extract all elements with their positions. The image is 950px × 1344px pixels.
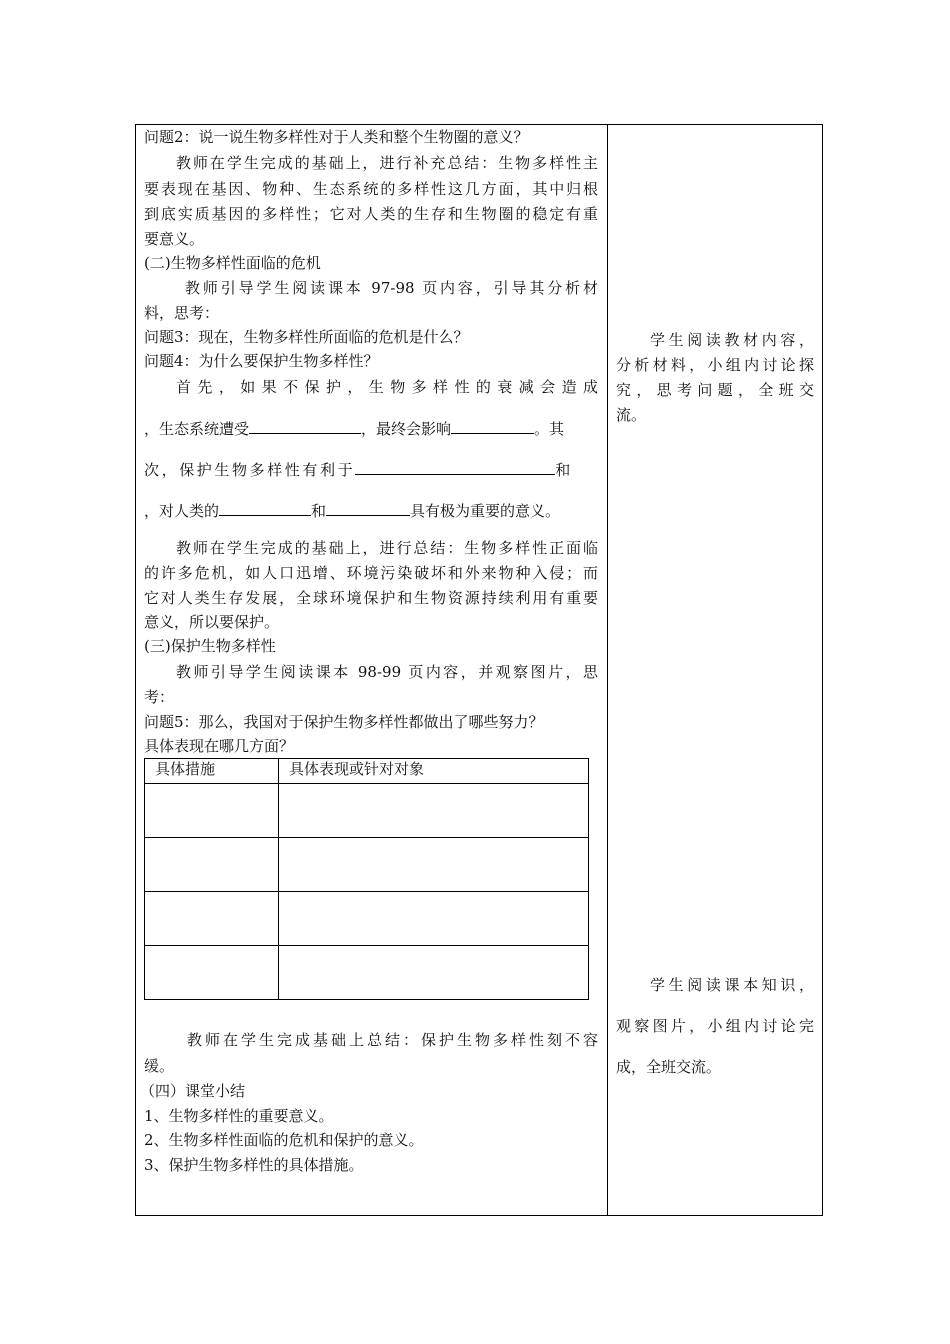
question-5-line: 问题5：那么，我国对于保护生物多样性都做出了哪些努力？ bbox=[144, 713, 544, 731]
fill-text: 和 bbox=[311, 502, 327, 520]
fill-line-1: 首先，如果不保护，生物多样性的衰减会造成 bbox=[176, 378, 598, 396]
question-2: 问题2：说一说生物多样性对于人类和整个生物圈的意义？ bbox=[144, 128, 529, 146]
table-row bbox=[145, 892, 589, 946]
student-activity-1-line: 究，思考问题，全班交 bbox=[616, 381, 814, 399]
section-heading-2: (二)生物多样性面临的危机 bbox=[144, 254, 321, 272]
table-row bbox=[145, 946, 589, 1000]
summary-3-line: 教师在学生完成基础上总结：保护生物多样性刻不容 bbox=[187, 1031, 598, 1049]
summary-2-line: 教师在学生完成的基础上，进行总结：生物多样性正面临 bbox=[176, 539, 598, 557]
table-cell[interactable] bbox=[279, 946, 589, 1000]
student-activity-2-line: 观察图片，小组内讨论完 bbox=[616, 1017, 814, 1035]
student-activity-1-line: 流。 bbox=[616, 406, 647, 424]
answer-blank[interactable] bbox=[326, 500, 410, 516]
table-cell[interactable] bbox=[279, 892, 589, 946]
guide-3-line: 教师引导学生阅读课本 98-99 页内容，并观察图片，思 bbox=[176, 663, 598, 681]
table-cell[interactable] bbox=[145, 784, 279, 838]
answer-blank[interactable] bbox=[219, 500, 311, 516]
section-heading-4: （四）课堂小结 bbox=[140, 1082, 246, 1100]
table-cell[interactable] bbox=[145, 838, 279, 892]
fill-text: 。其 bbox=[534, 420, 565, 438]
section-heading-3: (三)保护生物多样性 bbox=[144, 637, 276, 655]
table-cell[interactable] bbox=[145, 946, 279, 1000]
table-row bbox=[145, 784, 589, 838]
column-divider bbox=[607, 124, 608, 1216]
fill-line-3 bbox=[144, 459, 570, 480]
fill-text: ，对人类的 bbox=[144, 502, 220, 520]
table-cell[interactable] bbox=[145, 892, 279, 946]
summary-point: 2、生物多样性面临的危机和保护的意义。 bbox=[144, 1131, 424, 1149]
fill-text: ，最终会影响 bbox=[361, 420, 452, 438]
student-activity-1-line: 学生阅读教材内容， bbox=[650, 331, 814, 349]
question-3: 问题3：现在，生物多样性所面临的危机是什么？ bbox=[144, 328, 469, 346]
table-header-measure: 具体措施 bbox=[145, 759, 279, 784]
question-4: 问题4：为什么要保护生物多样性？ bbox=[144, 352, 379, 370]
summary-2-line: 它对人类生存发展，全球环境保护和生物资源持续利用有重要 bbox=[144, 589, 598, 607]
summary-point: 1、生物多样性的重要意义。 bbox=[144, 1107, 334, 1125]
summary-3-line: 缓。 bbox=[144, 1057, 175, 1075]
table-header-row bbox=[145, 759, 589, 784]
table-cell[interactable] bbox=[279, 838, 589, 892]
student-activity-2-line: 成，全班交流。 bbox=[616, 1058, 722, 1076]
answer-blank[interactable] bbox=[355, 459, 555, 475]
summary-point: 3、保护生物多样性的具体措施。 bbox=[144, 1156, 364, 1174]
guide-2-line: 料，思考： bbox=[144, 304, 220, 322]
student-activity-2-line: 学生阅读课本知识， bbox=[650, 976, 814, 994]
guide-2-line: 教师引导学生阅读课本 97-98 页内容，引导其分析材 bbox=[185, 279, 598, 297]
summary-1-line: 教师在学生完成的基础上，进行补充总结：生物多样性主 bbox=[176, 154, 598, 172]
fill-text: 和 bbox=[555, 461, 571, 479]
fill-text: 具有极为重要的意义。 bbox=[410, 502, 561, 520]
fill-line-4 bbox=[144, 500, 560, 521]
summary-1-line: 到底实质基因的多样性；它对人类的生存和生物圈的稳定有重 bbox=[144, 205, 598, 223]
summary-2-line: 意义，所以要保护。 bbox=[144, 613, 280, 631]
fill-text: 次，保护生物多样性有利于 bbox=[144, 461, 356, 479]
answer-blank[interactable] bbox=[249, 418, 361, 434]
table-row bbox=[145, 838, 589, 892]
summary-1-line: 要意义。 bbox=[144, 230, 205, 248]
guide-3-line: 考： bbox=[144, 688, 175, 706]
summary-2-line: 的许多危机，如人口迅增、环境污染破坏和外来物种入侵；而 bbox=[144, 564, 598, 582]
question-5-line: 具体表现在哪几方面？ bbox=[144, 737, 295, 755]
measures-table bbox=[144, 758, 589, 1000]
student-activity-1-line: 分析材料，小组内讨论探 bbox=[616, 356, 814, 374]
table-cell[interactable] bbox=[279, 784, 589, 838]
answer-blank[interactable] bbox=[451, 418, 534, 434]
summary-1-line: 要表现在基因、物种、生态系统的多样性这几方面，其中归根 bbox=[144, 180, 598, 198]
fill-line-2 bbox=[144, 418, 564, 439]
fill-text: ，生态系统遭受 bbox=[144, 420, 250, 438]
table-header-target: 具体表现或针对对象 bbox=[279, 759, 589, 784]
